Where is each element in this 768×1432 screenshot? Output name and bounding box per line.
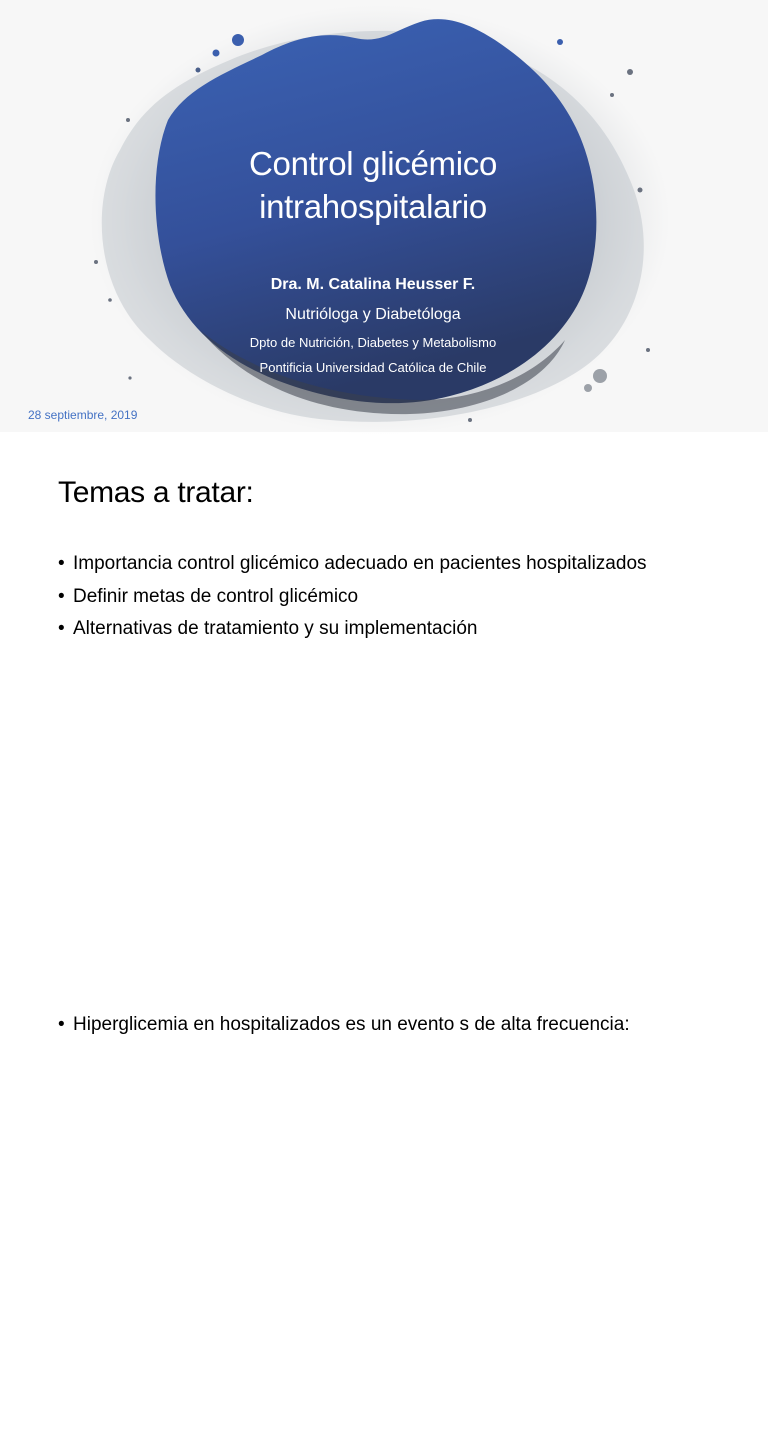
presentation-date: 28 septiembre, 2019 bbox=[28, 408, 138, 422]
list-item bbox=[58, 548, 647, 581]
slide-title bbox=[173, 142, 573, 228]
partial-bullet-line bbox=[58, 1014, 630, 1036]
title-line-2: intrahospitalario bbox=[259, 188, 487, 225]
title-line-1: Control glicémico bbox=[249, 145, 497, 182]
author-name: Dra. M. Catalina Heusser F. bbox=[270, 276, 476, 293]
list-item bbox=[58, 581, 647, 614]
list-item-text: Alternativas de tratamiento y su implementación bbox=[73, 618, 478, 639]
author-role: Nutrióloga y Diabetóloga bbox=[285, 306, 461, 323]
bullet: • bbox=[58, 585, 65, 607]
topics-slide bbox=[0, 440, 768, 872]
bullet: • bbox=[58, 553, 65, 574]
list-item-text: Importancia control glicémico adecuado en pacientes hospitalizados bbox=[73, 553, 647, 574]
bullet: • bbox=[58, 618, 65, 639]
partial-line-text: Hiperglicemia en hospitalizados es un evento s de alta frecuencia: bbox=[73, 1014, 630, 1035]
list-item bbox=[58, 613, 647, 646]
bullet: • bbox=[58, 1014, 65, 1035]
title-slide bbox=[0, 0, 768, 432]
list-item-text: Definir metas de control glicémico bbox=[73, 585, 359, 607]
next-slide-partial bbox=[0, 1000, 768, 1432]
department: Dpto de Nutrición, Diabetes y Metabolismo bbox=[249, 335, 497, 350]
topics-heading: Temas a tratar: bbox=[58, 476, 254, 509]
university: Pontificia Universidad Católica de Chile bbox=[259, 360, 487, 375]
topics-list bbox=[58, 548, 647, 646]
